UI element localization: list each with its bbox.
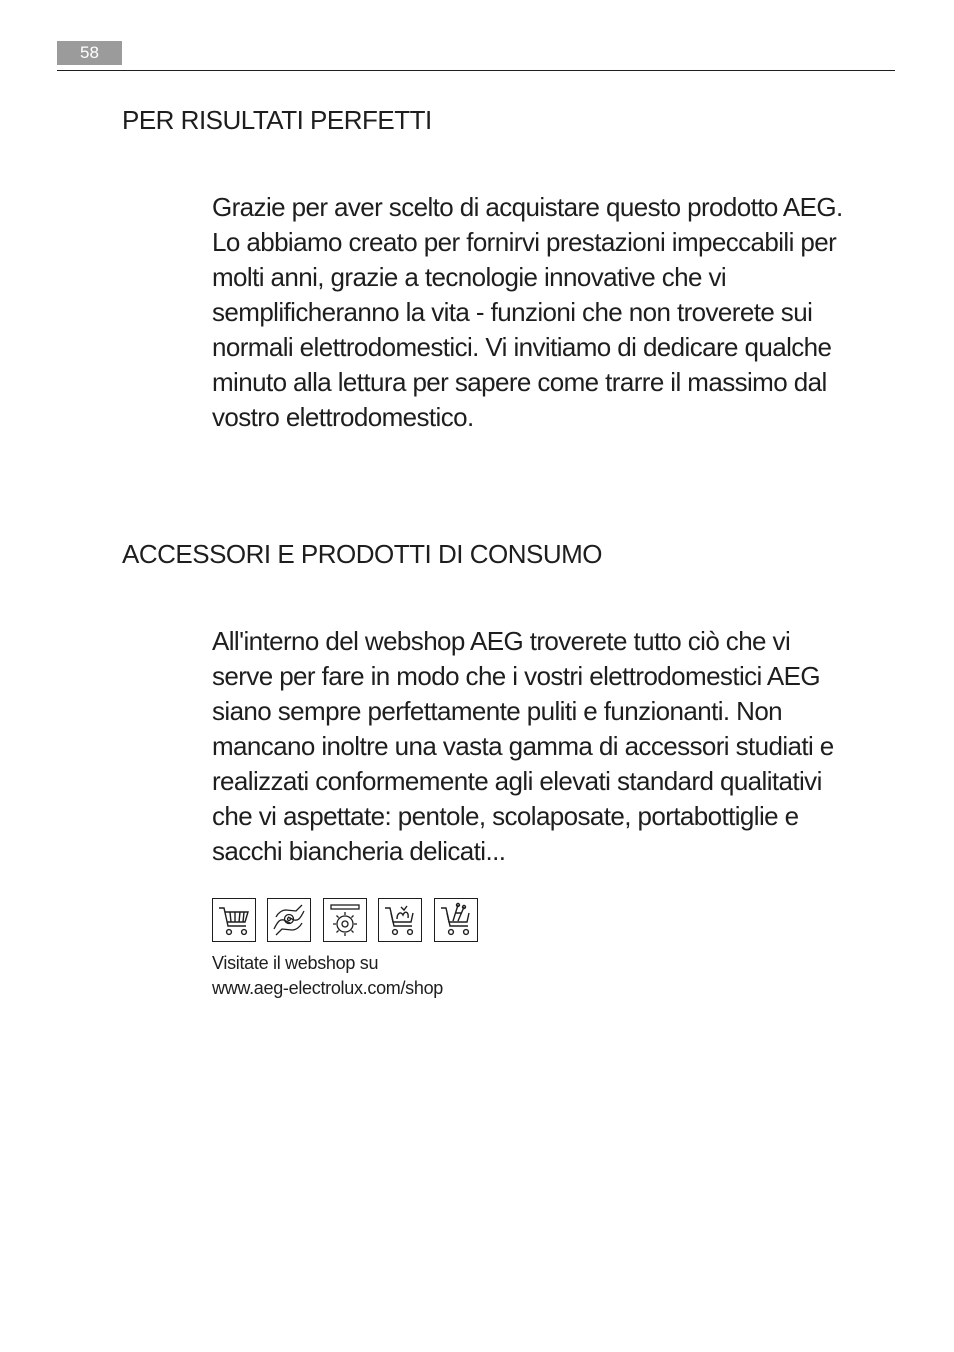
webshop-url[interactable]: www.aeg-electrolux.com/shop <box>212 978 444 998</box>
paragraph-line: semplificheranno la vita - funzioni che non troverete sui <box>212 297 813 327</box>
caption-text: Visitate il webshop su <box>212 953 379 973</box>
accessories-paragraph <box>212 624 834 869</box>
paragraph-line: minuto alla lettura per sapere come trarre il massimo dal <box>212 367 827 397</box>
cart-cleaning-icon <box>378 898 422 942</box>
paragraph-line: realizzati conformemente agli elevati standard qualitativi <box>212 766 822 796</box>
section-heading-accessories: ACCESSORI E PRODOTTI DI CONSUMO <box>122 539 602 569</box>
paragraph-line: normali elettrodomestici. Vi invitiamo di dedicare qualche <box>212 332 832 362</box>
paragraph-line: All'interno del webshop AEG troverete tutto ciò che vi <box>212 626 791 656</box>
paragraph-line: che vi aspettate: pentole, scolaposate, portabottiglie e <box>212 801 799 831</box>
webshop-caption <box>212 951 443 1001</box>
paragraph-line: sacchi biancheria delicati... <box>212 836 506 866</box>
gear-appliance-icon <box>323 898 367 942</box>
section-heading-perfect-results: PER RISULTATI PERFETTI <box>122 105 432 135</box>
hand-care-icon <box>267 898 311 942</box>
shopping-cart-icon <box>212 898 256 942</box>
page-number: 58 <box>57 41 122 65</box>
paragraph-line: Lo abbiamo creato per fornirvi prestazioni impeccabili per <box>212 227 837 257</box>
paragraph-line: siano sempre perfettamente puliti e funzionanti. Non <box>212 696 783 726</box>
paragraph-line: serve per fare in modo che i vostri elettrodomestici AEG <box>212 661 821 691</box>
header-rule <box>57 70 895 71</box>
cart-tools-icon <box>434 898 478 942</box>
paragraph-line: mancano inoltre una vasta gamma di accessori studiati e <box>212 731 834 761</box>
paragraph-line: vostro elettrodomestico. <box>212 402 474 432</box>
paragraph-line: Grazie per aver scelto di acquistare questo prodotto AEG. <box>212 192 843 222</box>
paragraph-line: molti anni, grazie a tecnologie innovative che vi <box>212 262 727 292</box>
intro-paragraph <box>212 190 843 435</box>
